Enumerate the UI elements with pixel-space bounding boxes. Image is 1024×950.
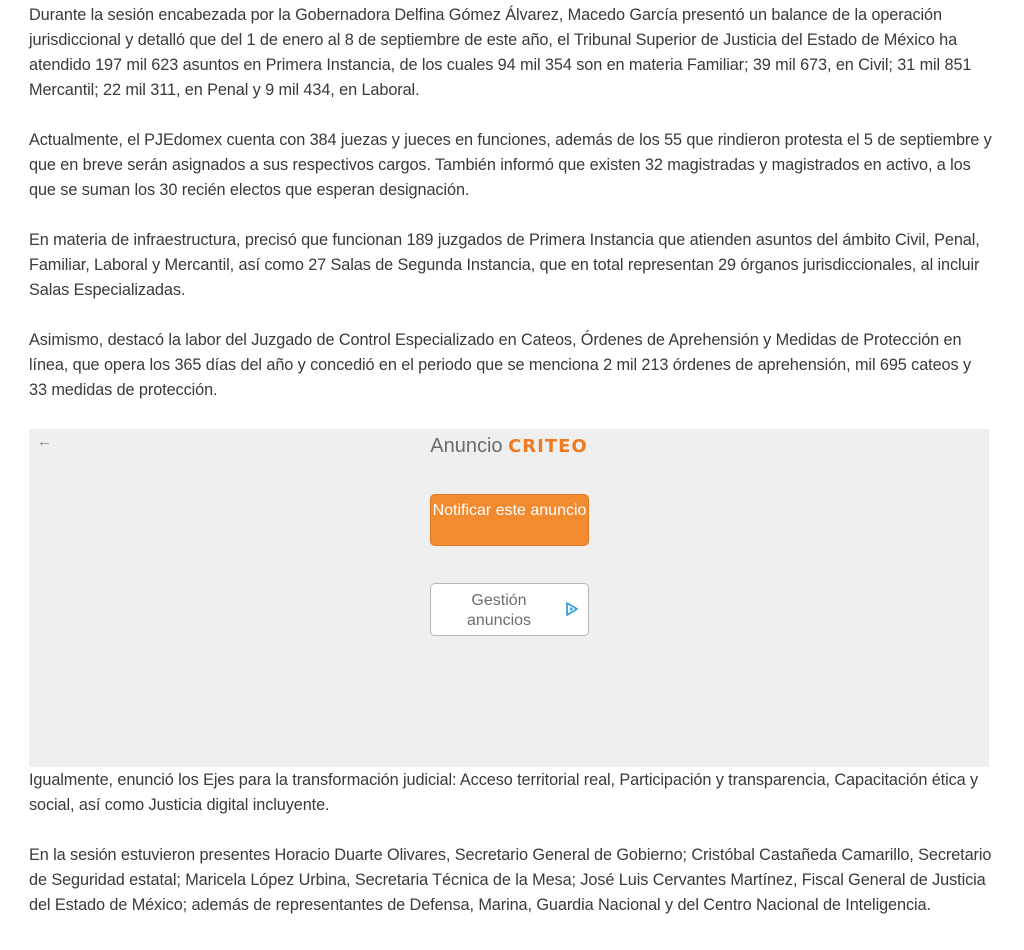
back-arrow-icon[interactable]: ←	[37, 433, 52, 450]
report-ad-button[interactable]: Notificar este anuncio	[430, 494, 589, 546]
adchoices-icon	[564, 601, 580, 617]
manage-ads-button[interactable]	[430, 583, 589, 636]
criteo-logo: CRITEO	[508, 436, 588, 457]
ad-header	[29, 433, 989, 460]
article-paragraph: Actualmente, el PJEdomex cuenta con 384 juezas y jueces en funciones, además de los 55 que rindieron protesta el 5 de septiembre y que en breve serán asignados a sus respectivos cargos. También informó que existen 32 magistradas y magistrados en activo, a los que se suman los 30 recién electos que esperan designación.	[29, 131, 992, 199]
article-paragraph: En la sesión estuvieron presentes Horacio Duarte Olivares, Secretario General de Gobierno; Cristóbal Castañeda Camarillo, Secretario de Seguridad estatal; Maricela López Urbina, Secretaria Técnica de la Mesa; José Luis Cervantes Martínez, Fiscal General de Justicia del Estado de México; además de representantes de Defensa, Marina, Guardia Nacional y del Centro Nacional de Inteligencia.	[29, 846, 992, 914]
article-paragraph: Asimismo, destacó la labor del Juzgado de Control Especializado en Cateos, Órdenes de Aprehensión y Medidas de Protección en línea, que opera los 365 días del año y concedió en el periodo que se menciona 2 mil 213 órdenes de aprehensión, mil 695 cateos y 33 medidas de protección.	[29, 331, 972, 399]
article-paragraph: Durante la sesión encabezada por la Gobernadora Delfina Gómez Álvarez, Macedo García presentó un balance de la operación jurisdiccional y detalló que del 1 de enero al 8 de septiembre de este año, el Tribunal Superior de Justicia del Estado de México ha atendido 197 mil 623 asuntos en Primera Instancia, de los cuales 94 mil 354 son en materia Familiar; 39 mil 673, en Civil; 31 mil 851 Mercantil; 22 mil 311, en Penal y 9 mil 434, en Laboral.	[29, 6, 972, 99]
article-paragraph: Igualmente, enunció los Ejes para la transformación judicial: Acceso territorial real, Participación y transparencia, Capacitación ética y social, así como Justicia digital incluyente.	[29, 771, 979, 814]
article-paragraph: En materia de infraestructura, precisó que funcionan 189 juzgados de Primera Instancia que atienden asuntos del ámbito Civil, Penal, Familiar, Laboral y Mercantil, así como 27 Salas de Segunda Instancia, que en total representan 29 órganos jurisdiccionales, al incluir Salas Especializadas.	[29, 231, 980, 299]
manage-ads-label: Gestión anuncios	[466, 592, 532, 629]
ad-label: Anuncio	[430, 435, 503, 457]
ad-container	[29, 429, 989, 767]
